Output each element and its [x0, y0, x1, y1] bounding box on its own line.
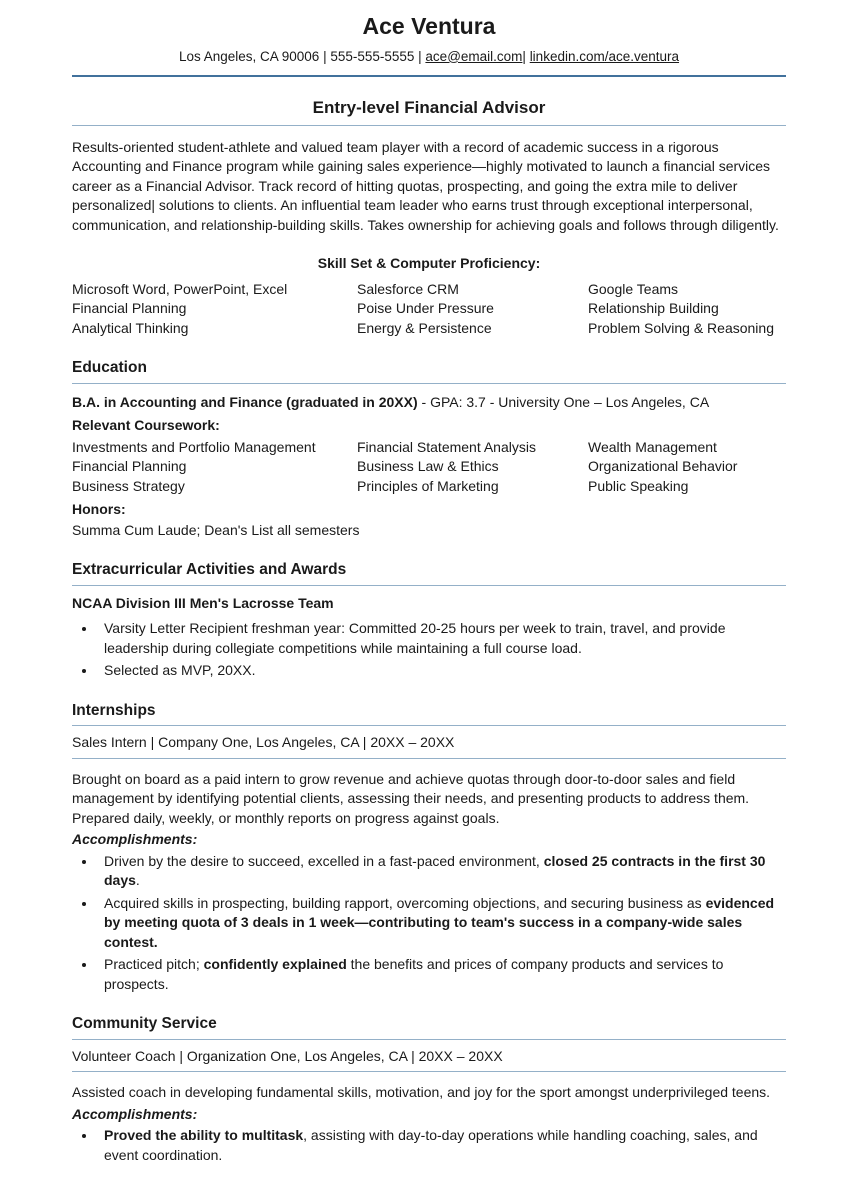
bullet-item: • Selected as MVP, 20XX. — [97, 661, 786, 681]
title-divider — [72, 125, 786, 126]
bullet-text: the benefits and prices of company products and services to prospects. — [104, 956, 724, 992]
bullet-bold-text: evidenced by meeting quota of 3 deals in 1 week—contributing to team's success in a company-wide sales contest. — [104, 894, 775, 950]
extracurricular-section — [72, 560, 786, 681]
community-service-section — [72, 1014, 786, 1165]
coursework-item: Business Law & Ethics — [357, 458, 499, 475]
degree-line — [72, 393, 786, 413]
degree-details: - GPA: 3.7 - University One – Los Angeles, CA — [417, 393, 710, 410]
contact-line — [72, 47, 786, 67]
skills-column-2 — [357, 280, 588, 339]
internships-section — [72, 701, 786, 995]
internship-accomplishments-label: Accomplishments: — [72, 831, 198, 848]
skill-item: Microsoft Word, PowerPoint, Excel — [72, 280, 288, 297]
community-accomplishments-label: Accomplishments: — [72, 1105, 198, 1122]
internships-heading: Internships — [72, 701, 786, 727]
skills-heading: Skill Set & Computer Proficiency: — [317, 255, 541, 272]
bullet-item — [97, 1126, 786, 1165]
skills-grid — [72, 280, 786, 339]
coursework-column-2 — [357, 438, 588, 497]
bullet-text: Acquired skills in prospecting, building rapport, overcoming objections, and securing business as — [104, 894, 706, 911]
contact-phone: 555-555-5555 — [330, 48, 415, 64]
bullet-text: . — [135, 872, 140, 889]
text-cursor: | — [151, 197, 156, 214]
team-name: NCAA Division III Men's Lacrosse Team — [72, 594, 334, 611]
profile-summary — [72, 138, 786, 236]
candidate-name: Ace Ventura — [362, 13, 496, 39]
coursework-item: Wealth Management — [588, 438, 717, 455]
bullet-bold-text: Proved the ability to multitask — [104, 1127, 304, 1144]
coursework-item: Investments and Portfolio Management — [72, 438, 316, 455]
internship-bullets — [72, 852, 786, 995]
community-heading: Community Service — [72, 1014, 786, 1040]
skills-section — [72, 254, 786, 338]
contact-separator: | — [522, 48, 530, 64]
skills-column-1 — [72, 280, 357, 339]
bullet-text: Practiced pitch; — [104, 956, 204, 973]
skill-item: Salesforce CRM — [357, 280, 459, 297]
resume-header — [72, 8, 786, 77]
coursework-item: Organizational Behavior — [588, 458, 738, 475]
degree-title: B.A. in Accounting and Finance (graduated in 20XX) — [72, 393, 418, 410]
honors-text: Summa Cum Laude; Dean's List all semesters — [72, 521, 360, 538]
coursework-item: Principles of Marketing — [357, 477, 499, 494]
bullet-item — [97, 894, 786, 953]
coursework-item: Public Speaking — [588, 477, 689, 494]
bullet-bold-text: closed 25 contracts in the first 30 days — [104, 852, 766, 889]
education-section — [72, 358, 786, 540]
bullet-item: • Varsity Letter Recipient freshman year: Committed 20-25 hours per week to train, travel, and provide leadership during collegiate competitions while maintaining a full course load. — [97, 619, 786, 658]
email-link[interactable]: ace@email.com — [425, 48, 523, 64]
bullet-item — [97, 852, 786, 891]
internship-description: Brought on board as a paid intern to grow revenue and achieve quotas through door-to-door sales and field management by identifying potential clients, assessing their needs, and presenting products to address them. Prepared daily, weekly, or monthly reports on progress against goals. — [72, 770, 750, 826]
bullet-item — [97, 955, 786, 994]
document-title: Entry-level Financial Advisor — [312, 98, 546, 118]
bullet-text: Driven by the desire to succeed, excelled in a fast-paced environment, — [104, 852, 544, 869]
bullet-text: , assisting with day-to-day operations while handling coaching, sales, and event coordination. — [104, 1127, 758, 1163]
coursework-column-1 — [72, 438, 357, 497]
linkedin-link[interactable]: linkedin.com/ace.ventura — [529, 48, 680, 64]
contact-location: Los Angeles, CA 90006 — [178, 48, 320, 64]
extracurricular-bullets — [72, 619, 786, 681]
skill-item: Relationship Building — [588, 300, 719, 317]
coursework-grid — [72, 438, 786, 497]
coursework-label: Relevant Coursework: — [72, 417, 220, 434]
honors-label: Honors: — [72, 501, 126, 518]
education-heading: Education — [72, 358, 786, 384]
summary-text: Results-oriented student-athlete and valued team player with a record of academic success in a rigorous Accounting and Finance program while gaining sales experience—highly motivated to launch a financial services career as a Financial Advisor. Track record of hitting quotas, prospecting, and going the extra mile to deliver personalized — [72, 138, 771, 214]
header-divider — [72, 75, 786, 77]
coursework-column-3 — [588, 438, 786, 497]
bullet-bold-text: confidently explained — [203, 956, 347, 973]
skill-item: Google Teams — [588, 280, 679, 297]
skill-item: Problem Solving & Reasoning — [588, 319, 774, 336]
coursework-item: Business Strategy — [72, 477, 185, 494]
coursework-item: Financial Statement Analysis — [357, 438, 536, 455]
community-bullets — [72, 1126, 786, 1165]
extracurricular-heading: Extracurricular Activities and Awards — [72, 560, 786, 586]
skill-item: Financial Planning — [72, 300, 187, 317]
internship-role-line: Sales Intern | Company One, Los Angeles, CA | 20XX – 20XX — [72, 733, 786, 759]
contact-separator: | — [414, 48, 426, 64]
coursework-item: Financial Planning — [72, 458, 187, 475]
skill-item: Poise Under Pressure — [357, 300, 494, 317]
skills-column-3 — [588, 280, 786, 339]
community-description: Assisted coach in developing fundamental skills, motivation, and joy for the sport amongst underprivileged teens. — [72, 1084, 771, 1101]
skill-item: Energy & Persistence — [357, 319, 492, 336]
title-section — [72, 98, 786, 235]
contact-separator: | — [319, 48, 331, 64]
summary-text: solutions to clients. An influential team leader who earns trust through exceptional interpersonal, communication, and relationship-building skills. Takes ownership for achieving goals and follows through diligently. — [72, 197, 779, 233]
community-role-line: Volunteer Coach | Organization One, Los Angeles, CA | 20XX – 20XX — [72, 1047, 786, 1073]
skill-item: Analytical Thinking — [72, 319, 189, 336]
